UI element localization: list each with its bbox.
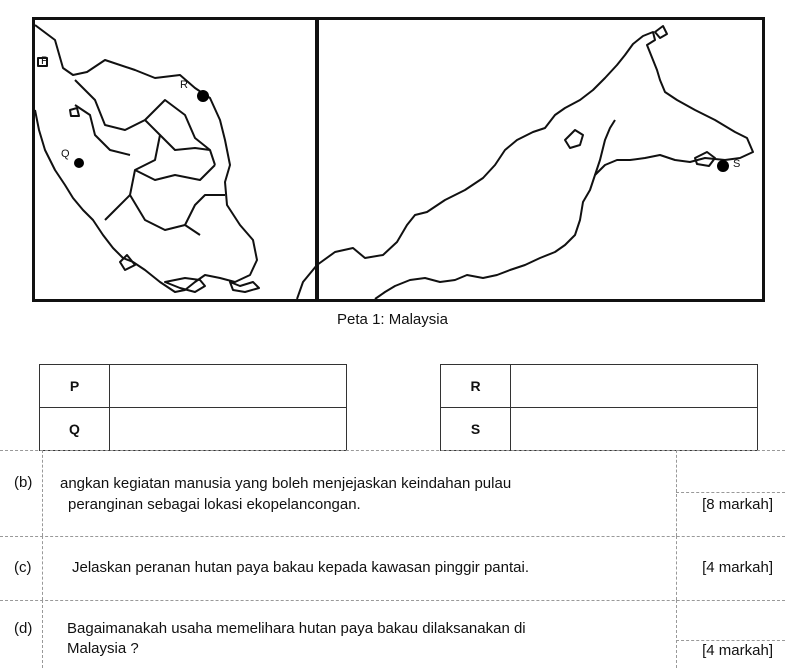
table-row [40, 408, 347, 451]
question-label: (b) [14, 474, 33, 491]
divider [0, 450, 785, 451]
map-drawing [35, 20, 762, 299]
point-s-dot [717, 160, 729, 172]
question-text: Jelaskan peranan hutan paya bakau kepada kawasan pinggir pantai. [72, 559, 530, 576]
brunei [565, 130, 583, 148]
row-label: Q [40, 408, 110, 451]
borneo-outline [297, 32, 753, 299]
divider [676, 640, 785, 641]
marks-label: [4 markah] [702, 642, 773, 659]
marks-label: [8 markah] [702, 496, 773, 513]
divider [42, 450, 43, 536]
malaysia-map [32, 17, 765, 302]
island [70, 108, 79, 116]
question-c [0, 536, 785, 600]
marks-label: [4 markah] [702, 559, 773, 576]
table-row [441, 408, 758, 451]
divider [676, 450, 677, 536]
question-b [0, 450, 785, 536]
question-text: peranginan sebagai lokasi ekopelancongan. [68, 496, 361, 513]
label-p: P [41, 55, 49, 67]
table-row [40, 365, 347, 408]
answer-cell[interactable] [511, 365, 758, 408]
label-s: S [733, 158, 741, 170]
map-caption: Peta 1: Malaysia [337, 311, 448, 328]
question-label: (c) [14, 559, 32, 576]
state-border [135, 165, 215, 180]
label-r: R [180, 79, 188, 91]
divider [676, 600, 677, 668]
question-label: (d) [14, 620, 33, 637]
answer-cell[interactable] [110, 365, 347, 408]
answer-cell[interactable] [511, 408, 758, 451]
table-row [441, 365, 758, 408]
point-q-dot [74, 158, 84, 168]
sabah-border [595, 120, 615, 175]
answer-cell[interactable] [110, 408, 347, 451]
question-text: Bagaimanakah usaha memelihara hutan paya bakau dilaksanakan di [67, 620, 526, 637]
divider [0, 600, 785, 601]
state-border [75, 80, 200, 235]
state-border [185, 195, 225, 225]
row-label: P [40, 365, 110, 408]
divider [42, 600, 43, 668]
row-label: R [441, 365, 511, 408]
label-q: Q [61, 148, 70, 160]
island [230, 282, 259, 292]
answer-table-left [39, 364, 347, 451]
state-border [105, 195, 130, 220]
island [655, 26, 667, 38]
divider [676, 536, 677, 600]
answer-table-right [440, 364, 758, 451]
state-border [160, 135, 210, 150]
question-text: Malaysia ? [67, 640, 139, 657]
divider [42, 536, 43, 600]
divider [0, 536, 785, 537]
row-label: S [441, 408, 511, 451]
question-d [0, 600, 785, 668]
question-text: angkan kegiatan manusia yang boleh menjejaskan keindahan pulau [60, 475, 512, 492]
point-r-dot [197, 90, 209, 102]
divider [676, 492, 785, 493]
